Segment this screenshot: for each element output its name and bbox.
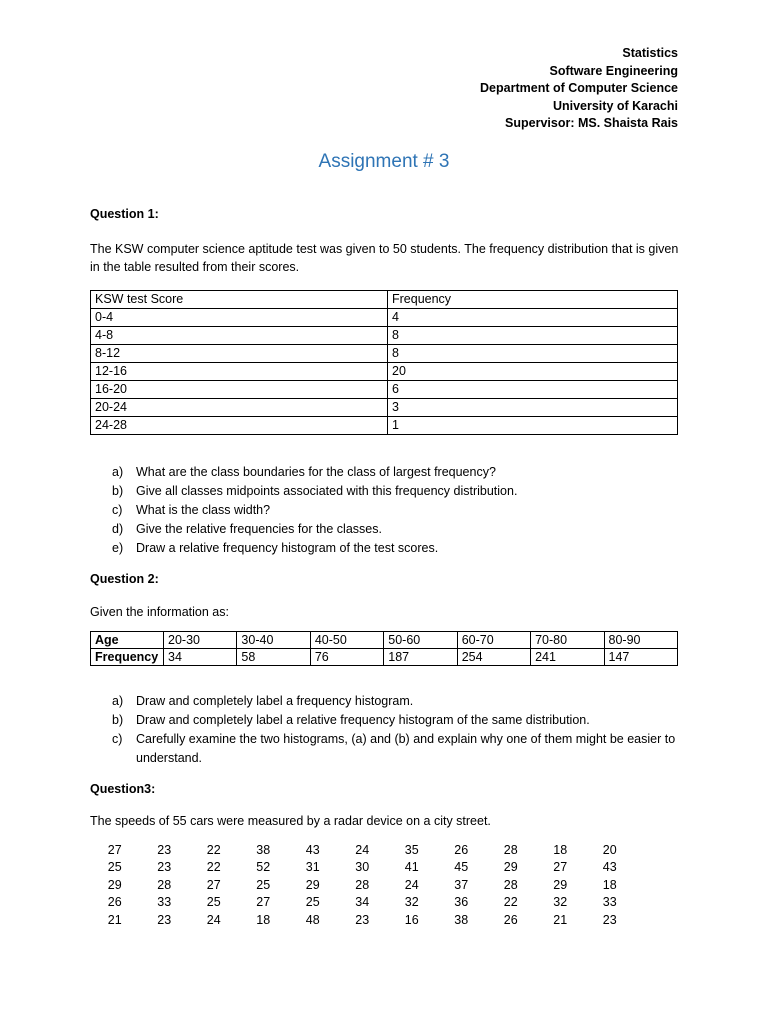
speed-data-grid xyxy=(90,842,680,930)
speed-value: 52 xyxy=(256,860,271,875)
speed-value: 21 xyxy=(107,912,122,927)
score-frequency-table xyxy=(90,290,678,435)
table-cell: 147 xyxy=(604,648,677,665)
speed-value: 26 xyxy=(454,842,469,857)
list-item xyxy=(112,463,680,482)
speed-value: 22 xyxy=(206,842,221,857)
speed-value: 43 xyxy=(305,842,320,857)
speed-value: 29 xyxy=(107,877,122,892)
table-cell: 12-16 xyxy=(91,363,388,381)
speed-value: 33 xyxy=(602,895,617,910)
item-label: a) xyxy=(112,465,124,480)
table-row xyxy=(91,309,678,327)
speed-value: 23 xyxy=(157,860,172,875)
table-row xyxy=(91,345,678,363)
table-header-row xyxy=(91,291,678,309)
speed-value: 23 xyxy=(355,912,370,927)
item-label: b) xyxy=(112,484,124,499)
list-item xyxy=(112,520,680,539)
table-cell: 30-40 xyxy=(237,631,310,648)
table-cell: 50-60 xyxy=(384,631,457,648)
table-cell: 40-50 xyxy=(310,631,383,648)
speed-value: 23 xyxy=(157,842,172,857)
table-cell: 34 xyxy=(164,648,237,665)
table-cell: 4 xyxy=(388,309,678,327)
speed-value: 24 xyxy=(355,842,370,857)
speed-value: 27 xyxy=(107,842,122,857)
speed-value: 25 xyxy=(256,877,271,892)
speed-value: 28 xyxy=(503,877,518,892)
speed-value: 29 xyxy=(553,877,568,892)
table-cell: 6 xyxy=(388,381,678,399)
speed-value: 22 xyxy=(503,895,518,910)
speed-value: 33 xyxy=(157,895,172,910)
speed-value: 30 xyxy=(355,860,370,875)
item-text: What is the class width? xyxy=(136,503,271,518)
table-cell: 8-12 xyxy=(91,345,388,363)
table-cell: 20-24 xyxy=(91,399,388,417)
item-text: Give the relative frequencies for the classes. xyxy=(136,522,382,537)
list-item xyxy=(112,501,680,520)
list-item xyxy=(112,692,680,711)
speed-value: 24 xyxy=(404,877,419,892)
speed-value: 29 xyxy=(305,877,320,892)
question-1-subquestions xyxy=(90,463,680,558)
table-cell: 4-8 xyxy=(91,327,388,345)
speed-value: 16 xyxy=(404,912,419,927)
speed-value: 29 xyxy=(503,860,518,875)
item-label: b) xyxy=(112,712,124,727)
speed-value: 35 xyxy=(404,842,419,857)
speed-value: 26 xyxy=(503,912,518,927)
question-3-heading: Question3: xyxy=(90,781,156,796)
table-cell: 0-4 xyxy=(91,309,388,327)
table-cell: 20-30 xyxy=(164,631,237,648)
speed-value: 27 xyxy=(553,860,568,875)
question-2-heading: Question 2: xyxy=(90,572,159,587)
table-cell: 187 xyxy=(384,648,457,665)
column-header: KSW test Score xyxy=(91,291,388,309)
list-item xyxy=(112,730,680,768)
table-cell: 58 xyxy=(237,648,310,665)
table-cell: 70-80 xyxy=(531,631,604,648)
item-text: What are the class boundaries for the class of largest frequency? xyxy=(136,465,496,480)
item-text: Draw a relative frequency histogram of the test scores. xyxy=(136,541,439,556)
list-item xyxy=(112,482,680,501)
speed-value: 23 xyxy=(602,912,617,927)
speed-value: 32 xyxy=(553,895,568,910)
question-1-heading: Question 1: xyxy=(90,207,159,221)
column-header: Frequency xyxy=(388,291,678,309)
table-cell: 20 xyxy=(388,363,678,381)
speed-value: 23 xyxy=(157,912,172,927)
list-item xyxy=(112,711,680,730)
age-frequency-table xyxy=(90,631,678,666)
question-1-intro: The KSW computer science aptitude test was given to 50 students. The frequency distribution that is given in the table resulted from their scores. xyxy=(90,242,679,275)
item-label: c) xyxy=(112,731,123,746)
document-body xyxy=(90,205,680,929)
table-cell: 24-28 xyxy=(91,417,388,435)
row-header: Frequency xyxy=(91,648,164,665)
page-title: Assignment # 3 xyxy=(318,151,450,172)
table-row xyxy=(91,381,678,399)
table-row xyxy=(91,631,678,648)
speed-value: 28 xyxy=(355,877,370,892)
table-row xyxy=(91,327,678,345)
table-cell: 241 xyxy=(531,648,604,665)
table-cell: 80-90 xyxy=(604,631,677,648)
speed-value: 43 xyxy=(602,860,617,875)
speed-value: 37 xyxy=(454,877,469,892)
speed-value: 48 xyxy=(305,912,320,927)
question-2-subquestions xyxy=(90,692,680,768)
speed-value: 22 xyxy=(206,860,221,875)
header-course: Statistics xyxy=(622,46,678,60)
speed-value: 27 xyxy=(256,895,271,910)
speed-value: 36 xyxy=(454,895,469,910)
table-row xyxy=(91,648,678,665)
speed-value: 25 xyxy=(305,895,320,910)
table-cell: 1 xyxy=(388,417,678,435)
speed-value: 25 xyxy=(206,895,221,910)
speed-value: 25 xyxy=(107,860,122,875)
table-row xyxy=(91,363,678,381)
header-program: Software Engineering xyxy=(549,63,678,78)
table-cell: 8 xyxy=(388,327,678,345)
speed-value: 28 xyxy=(157,877,172,892)
table-cell: 8 xyxy=(388,345,678,363)
speed-value: 24 xyxy=(206,912,221,927)
table-cell: 60-70 xyxy=(457,631,530,648)
speed-value: 28 xyxy=(503,842,518,857)
speed-value: 27 xyxy=(206,877,221,892)
table-row xyxy=(91,399,678,417)
speed-value: 38 xyxy=(256,842,271,857)
speed-value: 20 xyxy=(602,842,617,857)
header-university: University of Karachi xyxy=(552,98,678,113)
item-text: Carefully examine the two histograms, (a) and (b) and explain why one of them might be easier to understand. xyxy=(136,731,676,765)
table-cell: 16-20 xyxy=(91,381,388,399)
question-3-intro: The speeds of 55 cars were measured by a radar device on a city street. xyxy=(90,813,491,828)
speed-value: 18 xyxy=(553,842,568,857)
table-cell: 254 xyxy=(457,648,530,665)
speed-value: 21 xyxy=(553,912,568,927)
list-item xyxy=(112,539,680,558)
speed-value: 32 xyxy=(404,895,419,910)
table-row xyxy=(91,417,678,435)
row-header: Age xyxy=(91,631,164,648)
header-department: Department of Computer Science xyxy=(480,81,678,95)
item-label: a) xyxy=(112,693,124,708)
question-2-intro: Given the information as: xyxy=(90,604,229,619)
speed-value: 18 xyxy=(602,877,617,892)
item-label: c) xyxy=(112,503,123,518)
speed-value: 38 xyxy=(454,912,469,927)
item-label: d) xyxy=(112,522,124,537)
table-cell: 76 xyxy=(310,648,383,665)
document-header xyxy=(480,45,678,133)
header-supervisor: Supervisor: MS. Shaista Rais xyxy=(505,116,678,130)
speed-value: 34 xyxy=(355,895,370,910)
speed-value: 41 xyxy=(404,860,419,875)
item-text: Draw and completely label a relative frequency histogram of the same distribution. xyxy=(136,712,590,727)
item-text: Draw and completely label a frequency histogram. xyxy=(136,693,414,708)
speed-value: 18 xyxy=(256,912,271,927)
item-text: Give all classes midpoints associated with this frequency distribution. xyxy=(136,484,518,499)
item-label: e) xyxy=(112,541,124,556)
speed-value: 26 xyxy=(107,895,122,910)
table-cell: 3 xyxy=(388,399,678,417)
speed-value: 31 xyxy=(305,860,320,875)
speed-value: 45 xyxy=(454,860,469,875)
